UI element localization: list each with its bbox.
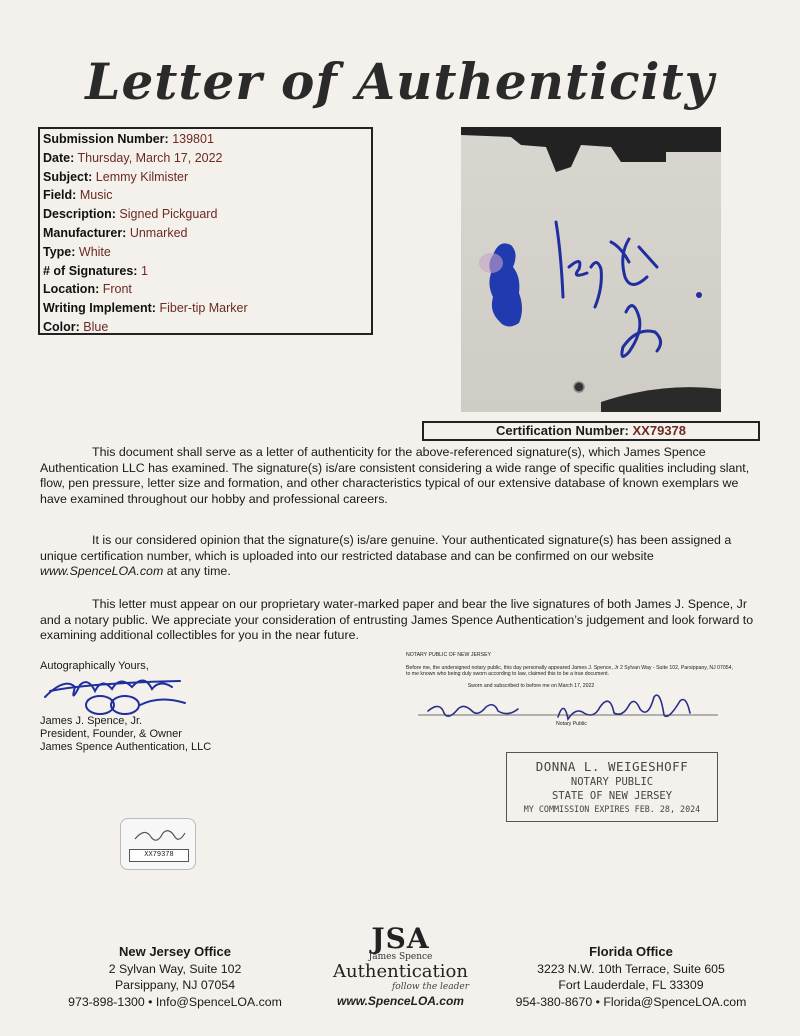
submission-row [43,262,371,281]
submission-value: 139801 [172,132,214,146]
submission-row [43,299,371,318]
submission-row [43,149,371,168]
jsa-letters: JSA [371,922,430,955]
jsa-authentication: Authentication [333,961,468,982]
hologram-signature-icon [121,821,195,851]
submission-row [43,280,371,299]
florida-office [496,944,766,1010]
submission-details-box [38,127,373,335]
jsa-hologram-sticker [120,818,196,870]
certification-value: XX79378 [632,423,687,438]
fl-office-heading: Florida Office [589,944,673,959]
submission-label: Date: [43,150,75,165]
fl-contact: 954-380-8670 • Florida@SpenceLOA.com [515,994,747,1009]
submission-label: Subject: [43,169,93,184]
notary-sworn: Sworn and subscribed to before me on March 17, 2022 [467,682,595,689]
submission-value: Front [102,282,132,297]
paragraph-opinion [40,533,760,580]
submission-value: Signed Pickguard [119,207,218,222]
hologram-id: XX79378 [129,849,189,862]
submission-value: Music [79,188,113,203]
submission-row [43,168,371,187]
website-link[interactable]: www.SpenceLOA.com [40,564,164,578]
submission-label: Field: [43,188,77,203]
nj-phone: 973-898-1300 [68,994,145,1009]
stamp-state: STATE OF NEW JERSEY [551,790,673,802]
submission-value: Blue [83,319,109,334]
submission-label: Writing Implement: [43,301,156,316]
submission-row [43,186,371,205]
submission-label: # of Signatures: [43,263,138,278]
signer-company: James Spence Authentication, LLC [40,741,212,753]
certification-number-box [422,421,760,441]
certification-label: Certification Number: [495,423,629,438]
submission-value: Fiber-tip Marker [159,301,248,316]
submission-label: Manufacturer: [43,225,127,240]
closing-text: Autographically Yours, [40,660,149,672]
spence-signature-icon [40,667,200,717]
submission-row [43,224,371,243]
submission-value: Lemmy Kilmister [95,169,189,184]
signer-role: President, Founder, & Owner [40,728,182,740]
paragraph-opinion-text: It is our considered opinion that the signature(s) is/are genuine. Your authenticated signature(s) has been assigned a unique certification number, which is uploaded into our restricted database and can be confirmed on our website [40,533,732,563]
submission-value: White [78,244,111,259]
jsa-logo [318,922,483,1020]
nj-email[interactable]: Info@SpenceLOA.com [155,994,282,1009]
submission-label: Submission Number: [43,132,169,146]
signed-pickguard-image [461,127,721,412]
notary-text: Before me, the undersigned notary public, this day personally appeared James J. Spence, Jr 2 Sylvan Way - Suite 102, Parsippany, NJ 07054, to me known who being duly sworn according to law, claimed this to be a true document. [406,664,733,678]
nj-office-heading: New Jersey Office [118,944,231,959]
notary-public-label: Notary Public [556,721,587,728]
submission-value: Thursday, March 17, 2022 [77,150,223,165]
submission-row [43,205,371,224]
paragraph-authenticity: This document shall serve as a letter of authenticity for the above-referenced signature(s), which James Spence Authentication LLC has examined. The signature(s) is/are consistent considering a wide range of specific qualities including slant, flow, pen pressure, letter size and formation, and other characteristics typical of our extensive database of known exemplars we have examined throughout our hobby and professional careers. [40,445,750,506]
jsa-website[interactable]: www.SpenceLOA.com [337,994,464,1008]
submission-label: Description: [43,207,116,222]
jsa-tagline: follow the leader [391,982,470,992]
submission-label: Type: [43,244,76,259]
submission-row [43,130,371,149]
submission-row [43,243,371,262]
notary-heading: NOTARY PUBLIC OF NEW JERSEY [406,652,492,658]
notary-stamp [506,752,718,822]
submission-value: 1 [140,263,148,278]
item-photo [461,127,721,412]
nj-contact: 973-898-1300 • Info@SpenceLOA.com [68,994,282,1009]
new-jersey-office [40,944,310,1010]
fl-address-line1: 3223 N.W. 10th Terrace, Suite 605 [537,961,725,976]
nj-address-line1: 2 Sylvan Way, Suite 102 [108,961,242,976]
page-title: Letter of Authenticity [85,52,715,111]
nj-address-line2: Parsippany, NJ 07054 [114,978,236,992]
fl-address-line2: Fort Lauderdale, FL 33309 [558,978,704,992]
signer-name: James J. Spence, Jr. [40,715,143,727]
submission-label: Color: [43,319,80,334]
submission-row [43,318,371,337]
fl-phone: 954-380-8670 [515,994,593,1009]
stamp-title: NOTARY PUBLIC [570,776,654,788]
jsa-james-spence: James Spence [368,952,433,962]
fl-email[interactable]: Florida@SpenceLOA.com [603,994,747,1009]
submission-label: Location: [43,282,100,297]
stamp-name: DONNA L. WEIGESHOFF [535,759,689,774]
stamp-expires: MY COMMISSION EXPIRES FEB. 28, 2024 [523,804,701,814]
submission-value: Unmarked [129,225,188,240]
paragraph-opinion-end: at any time. [163,564,231,578]
signer-block [40,660,300,754]
paragraph-watermark: This letter must appear on our proprietary water-marked paper and bear the live signatures of both James J. Spence, Jr and a notary public. We appreciate your consideration of entrusting James Spence Authentication’s judgement and look forward to examining additional collectibles for you in the near future. [40,597,754,642]
notary-block [406,652,736,728]
